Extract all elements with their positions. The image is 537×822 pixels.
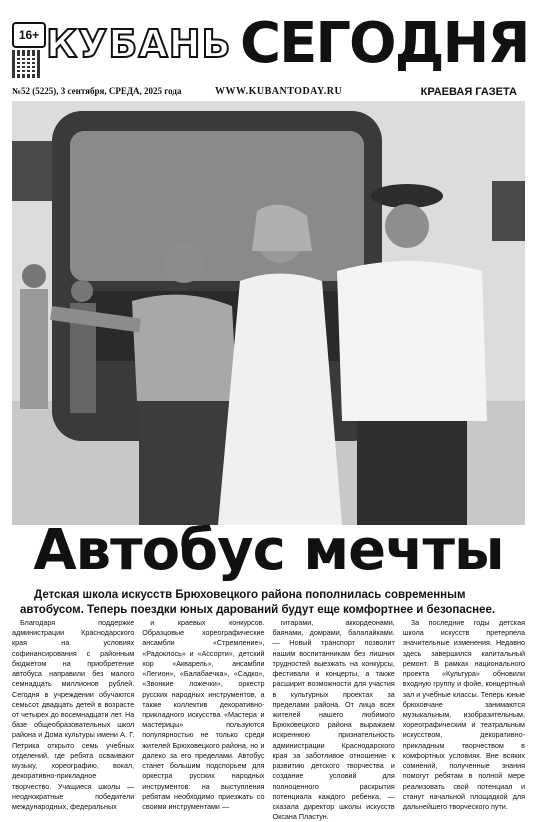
article-column-3 bbox=[272, 618, 395, 822]
article-column-1 bbox=[12, 618, 135, 811]
edition-label: КРАЕВАЯ ГАЗЕТА bbox=[420, 86, 517, 98]
article-body bbox=[12, 618, 525, 822]
article-lead: Детская школа искусств Брюховецкого района пополнилась современным автобусом. Теперь поездки юных дарований будут еще комфортнее и безопаснее. bbox=[20, 589, 496, 616]
issue-line: №52 (5225), 3 сентября, СРЕДА, 2025 года bbox=[12, 86, 182, 96]
masthead-title-right: СЕГОДНЯ bbox=[240, 11, 529, 76]
article-column-2 bbox=[142, 618, 265, 811]
qr-code-icon bbox=[12, 50, 40, 78]
article-headline: Автобус мечты bbox=[33, 518, 504, 583]
masthead bbox=[0, 0, 537, 100]
photo-illustration bbox=[12, 101, 525, 525]
website-link[interactable]: WWW.KUBANTODAY.RU bbox=[215, 86, 343, 97]
cover-photo bbox=[12, 101, 525, 525]
column-text: Благодаря поддержке администрации Краснодарского края на условиях софинансирования с районным бюджетом на приобретение автобуса направили без малого семнадцать миллионов рублей. Сегодня в учреждении обучаются семьсот двадцать детей в возрасте от четырех до восемнадцати лет. На базе общеобразовательных школ района и Дома культуры имени А. Г. Петрика открыто семь учебных отделений, где ребята осваивают музыку, хореографию, вокал, декоративно-прикладное творчество. Учащиеся школы — неоднократные победители международных, федеральных bbox=[12, 618, 135, 811]
column-text: и краевых конкурсов. Образцовые хореографические ансамбли «Стремление», «Радоклось» и «Ассорти», детский хор «Акварель», ансамбли «Легион», «Балабаечка», «Садко», «Звонкие ложечки», оркестр русских народных инструментов, а также коллектив декоративно-прикладного искусства «Мастера и мастерицы» пользуются популярностью не только среди жителей Брюховецкого района, но и далеко за его пределами. Автобус станет большим подспорьем для оркестра русских народных инструментов: на выступления ребятам необходимо приезжать со своими инструментами — bbox=[142, 618, 265, 811]
article-column-4 bbox=[402, 618, 525, 811]
age-rating-badge: 16+ bbox=[12, 22, 46, 48]
column-text: гитарами, аккордеонами, баянами, домрами, балалайками. — Новый транспорт позволит нашим воспитанникам без лишних трудностей выезжать на конкурсы, фестивали и концерты, а также расширит возможности для участия в культурных проектах за пределами района. От лица всех жителей нашего любимого Брюховецкого района выражаем искреннюю признательность администрации Краснодарского края за заботливое отношение к развитию детского творчества и создание условий для полноценного раскрытия потенциала каждого ребенка, — сказала директор школы искусств Оксана Пластун. bbox=[272, 618, 395, 822]
masthead-title-left: КУБАНЬ bbox=[46, 22, 232, 66]
column-text: За последние годы детская школа искусств претерпела значительные изменения. Недавно здесь завершился капитальный ремонт. В рамках национального проекта «Культура» обновили входную группу и фойе, концертный зал и учебные классы. Теперь юные брюховчане занимаются музыкальным, изобразительным, хореографическим и театральным искусством, декоративно-прикладным творчеством в комфортных условиях. Вне всяких сомнений, полученные знания помогут ребятам в полной мере реализовать свой потенциал и станут начальной площадкой для дальнейшего творческого пути. bbox=[402, 618, 525, 811]
